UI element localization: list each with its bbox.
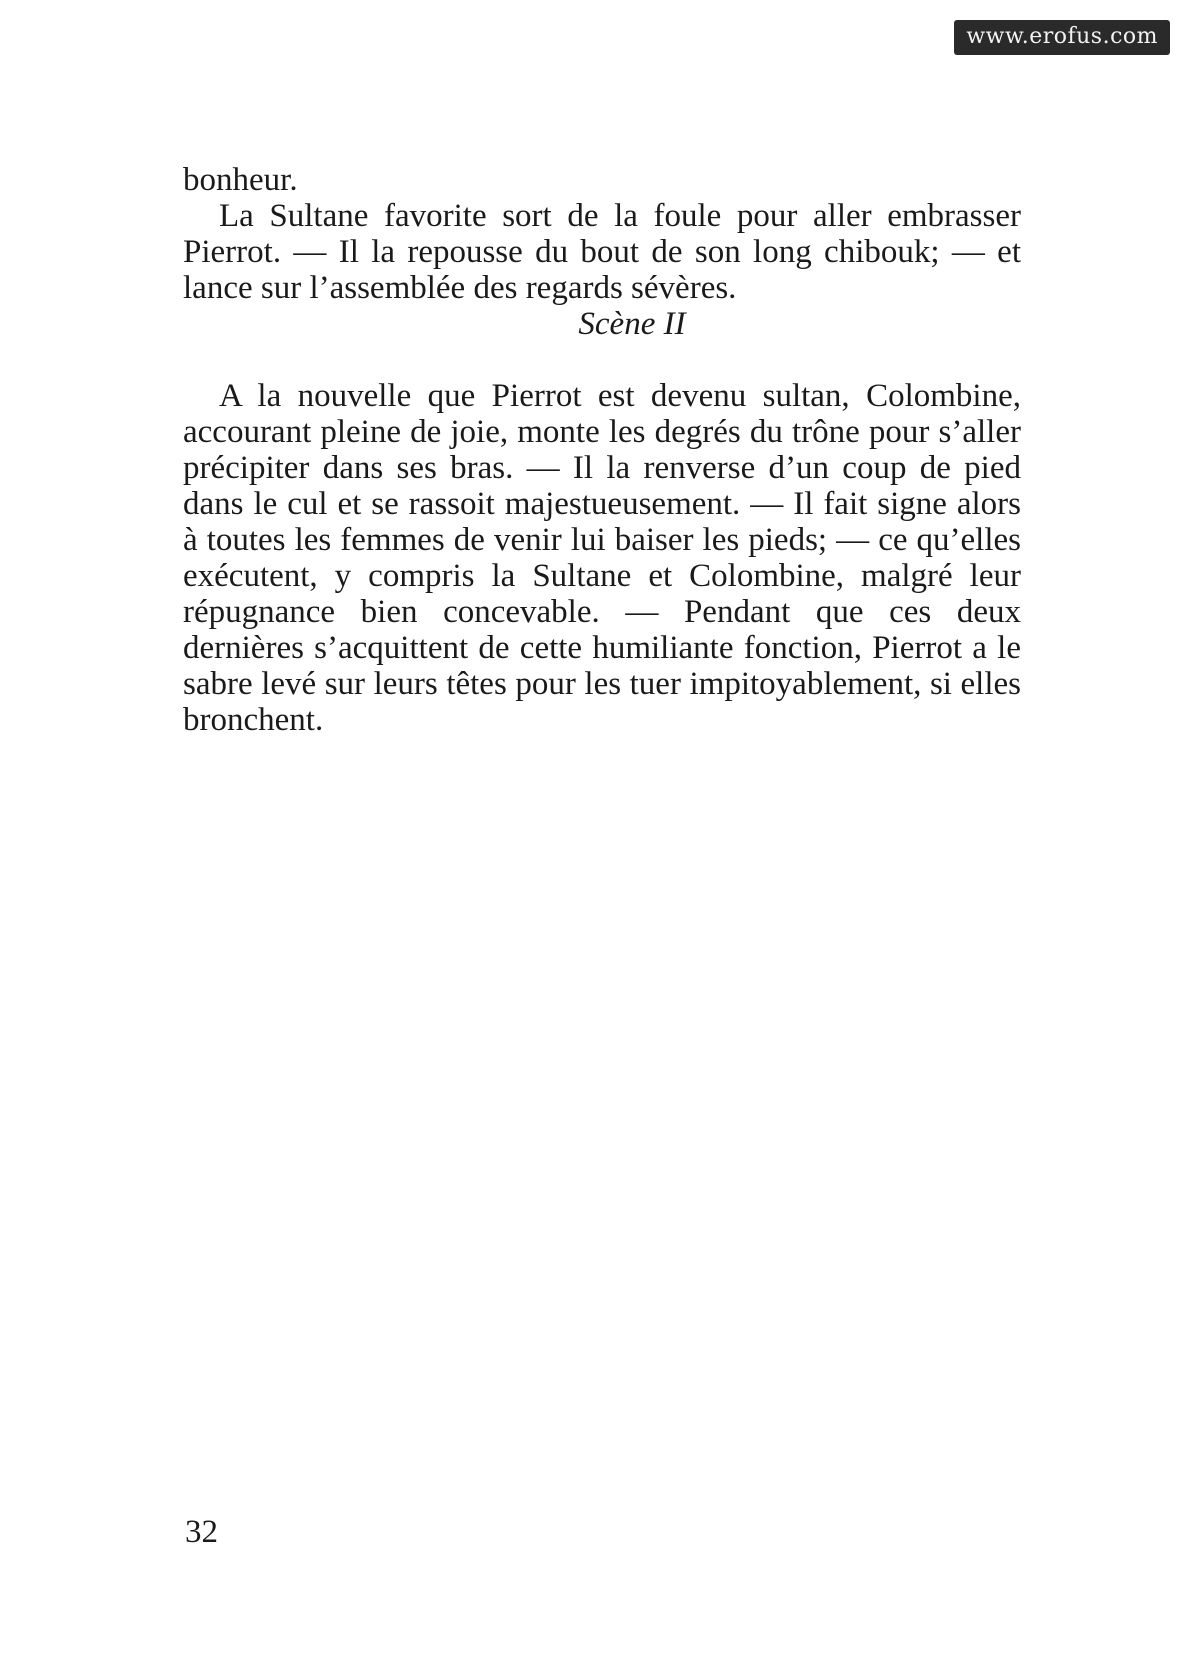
paragraph-colombine: A la nouvelle que Pierrot est devenu sultan, Colombine, accourant pleine de joie, monte les degrés du trône pour s’aller précipiter dans ses bras. — Il la renverse d’un coup de pied dans le cul et se rassoit majestueusement. — Il fait signe alors à toutes les femmes de venir lui baiser les pieds; — ce qu’elles exécutent, y compris la Sultane et Colombine, malgré leur répugnance bien concevable. — Pendant que ces deux dernières s’acquittent de cette humiliante fonction, Pierrot a le sabre levé sur leurs têtes pour les tuer impitoyablement, si elles bronchent. xyxy=(183,378,1021,738)
paragraph-sultane: La Sultane favorite sort de la foule pour aller embrasser Pierrot. — Il la repousse du bout de son long chibouk; — et lance sur l’assemblée des regards sévères. xyxy=(183,198,1021,306)
page-number: 32 xyxy=(185,1514,218,1550)
watermark-logo: www.erofus.com xyxy=(954,20,1170,55)
page-body xyxy=(183,162,1021,738)
paragraph-continuation: bonheur. xyxy=(183,162,298,198)
scene-heading: Scène II xyxy=(578,306,686,342)
